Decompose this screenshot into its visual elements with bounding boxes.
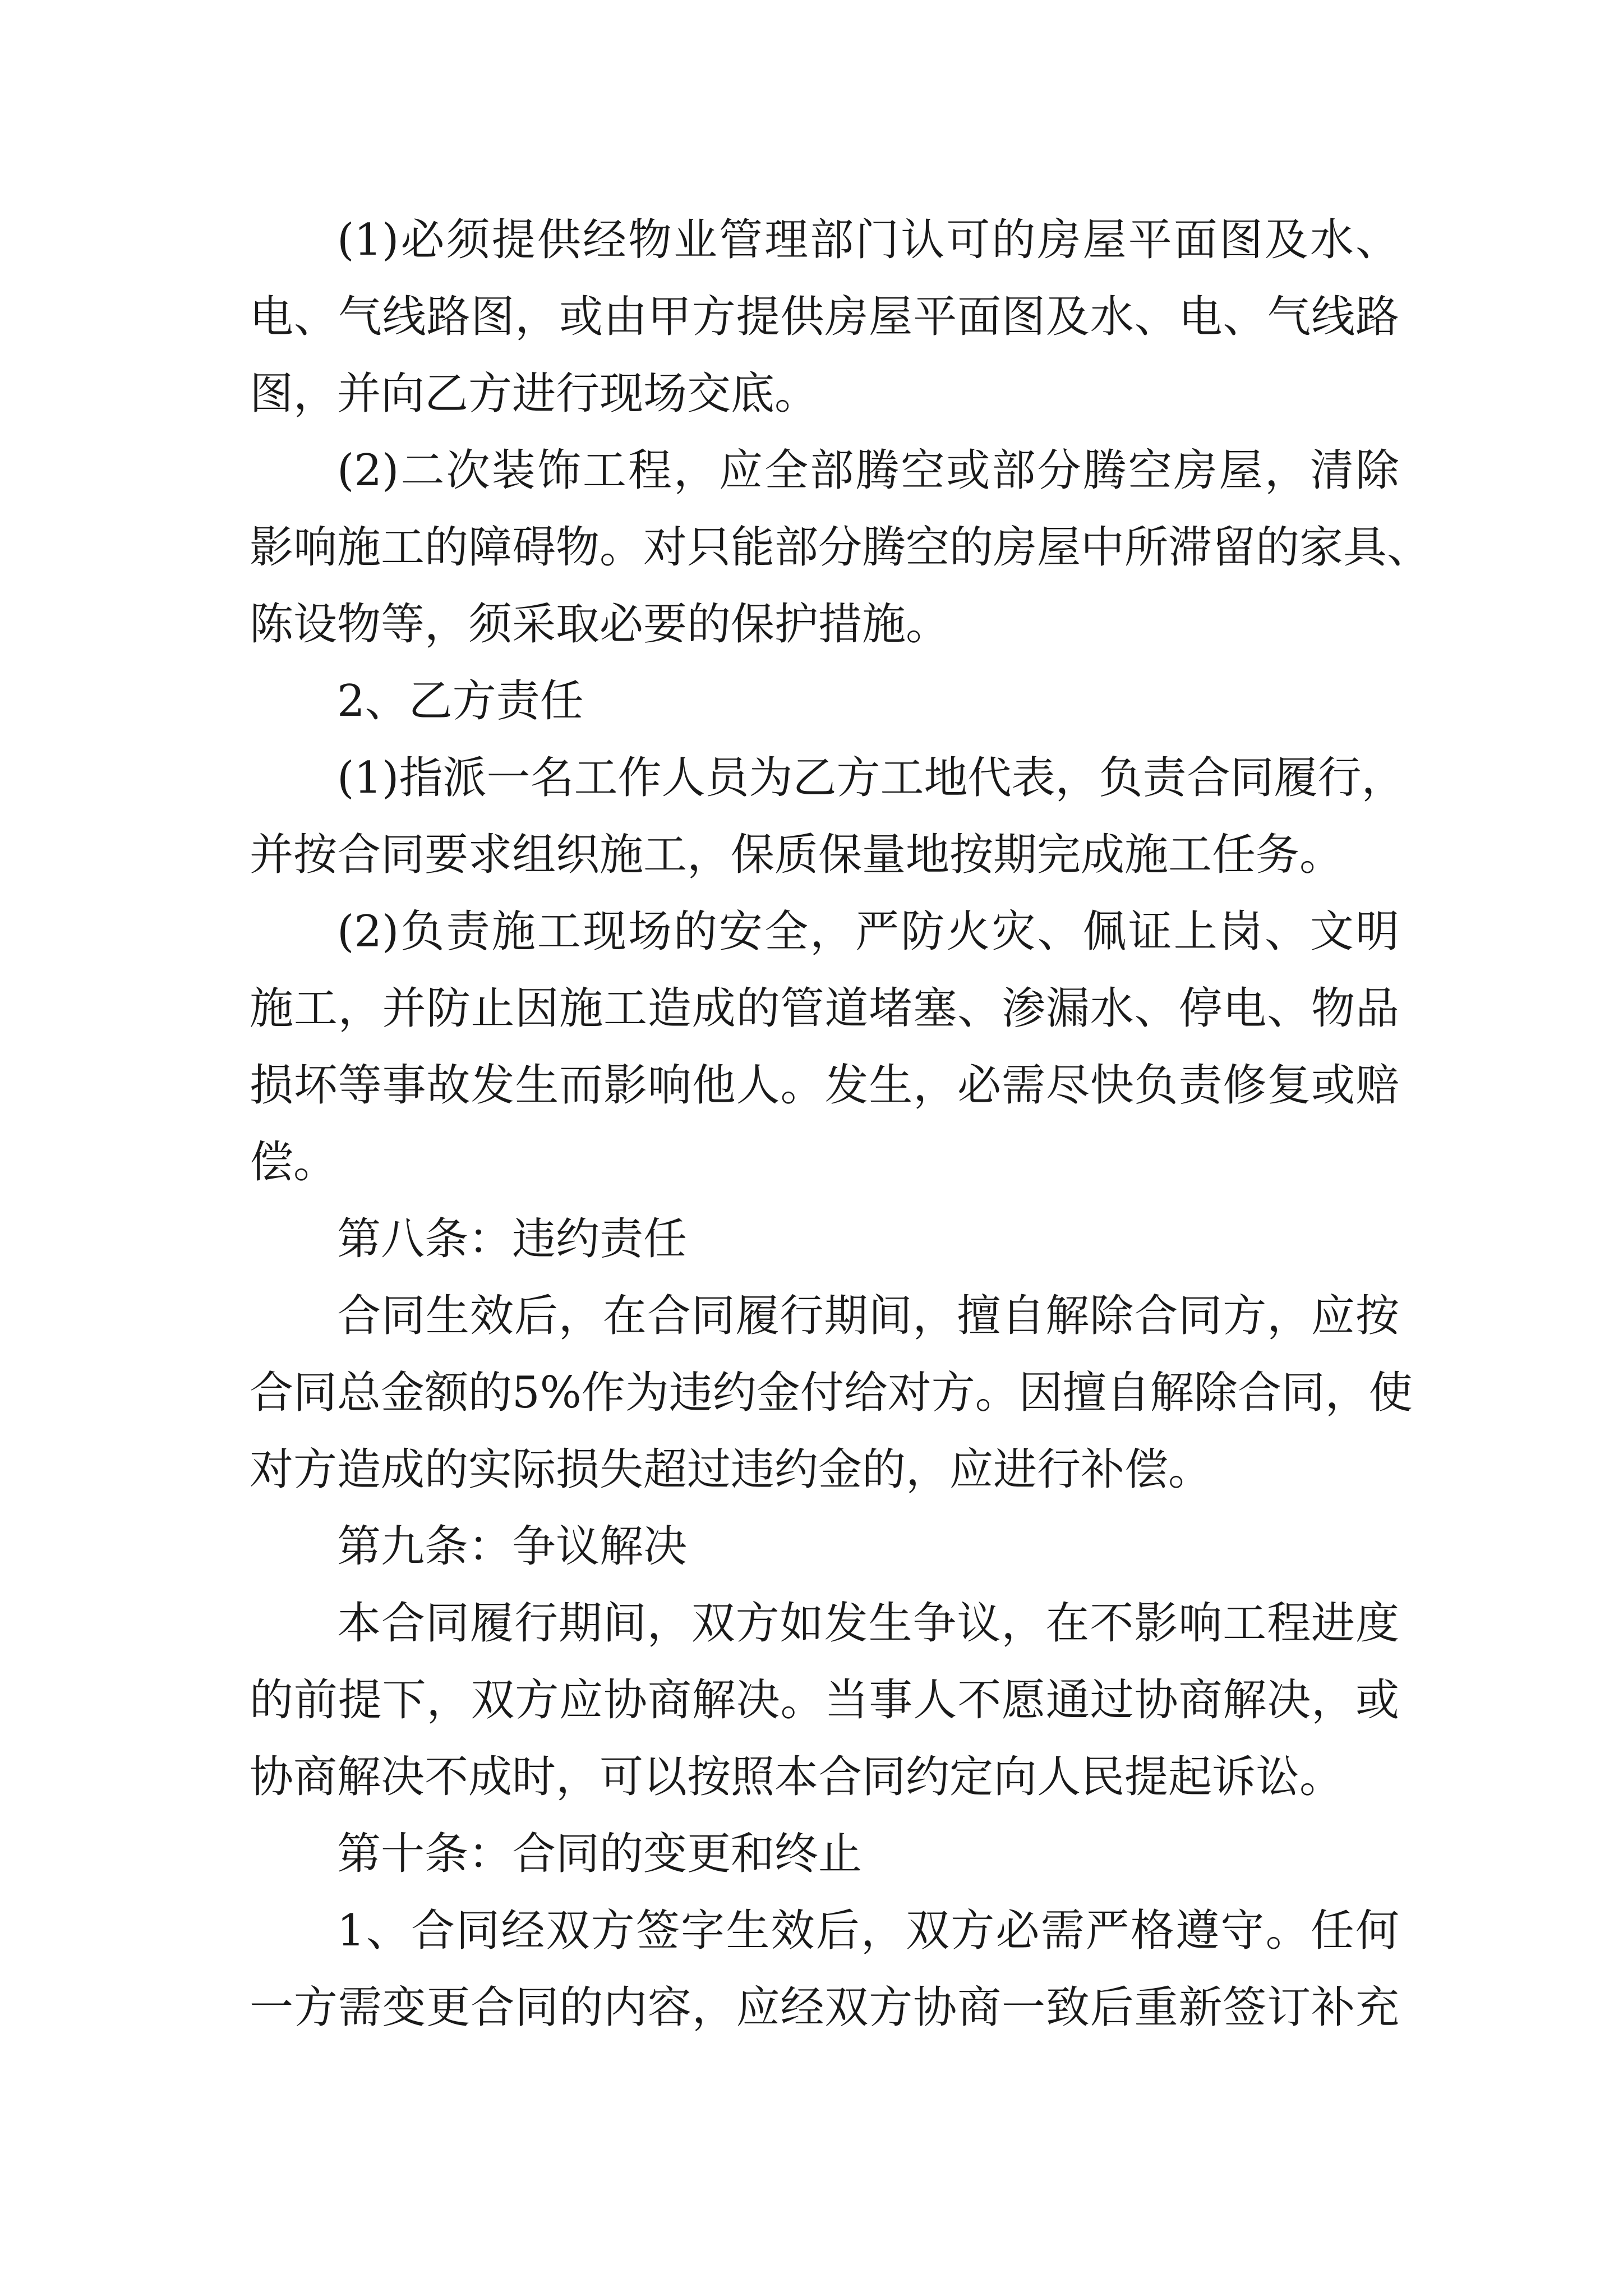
text-line: 的前提下，双方应协商解决。当事人不愿通过协商解决，或 <box>250 1675 1399 1726</box>
text-line: (1)必须提供经物业管理部门认可的房屋平面图及水、 <box>337 215 1399 265</box>
section-heading: 2、乙方责任 <box>337 676 584 726</box>
text-line: 并按合同要求组织施工，保质保量地按期完成施工任务。 <box>250 830 1344 880</box>
document-body <box>250 202 1431 2046</box>
text-line: 影响施工的障碍物。对只能部分腾空的房屋中所滞留的家具、 <box>250 522 1431 573</box>
text-line: 施工，并防止因施工造成的管道堵塞、渗漏水、停电、物品 <box>250 983 1399 1034</box>
text-line: 图，并向乙方进行现场交底。 <box>250 369 819 419</box>
text-line: 合同生效后，在合同履行期间，擅自解除合同方，应按 <box>337 1291 1399 1341</box>
text-line: 偿。 <box>250 1137 338 1188</box>
text-line: 本合同履行期间，双方如发生争议，在不影响工程进度 <box>337 1598 1399 1649</box>
article-heading: 第十条：合同的变更和终止 <box>337 1829 863 1879</box>
text-line: (2)负责施工现场的安全，严防火灾、佩证上岗、文明 <box>337 907 1399 957</box>
text-line: 协商解决不成时，可以按照本合同约定向人民提起诉讼。 <box>250 1752 1344 1802</box>
text-line: 合同总金额的5%作为违约金付给对方。因擅自解除合同，使 <box>250 1368 1413 1418</box>
text-line: 1、合同经双方签字生效后，双方必需严格遵守。任何 <box>337 1906 1399 1956</box>
text-line: 陈设物等，须采取必要的保护措施。 <box>250 599 950 650</box>
text-line: 一方需变更合同的内容，应经双方协商一致后重新签订补充 <box>250 1982 1399 2033</box>
text-line: 电、气线路图，或由甲方提供房屋平面图及水、电、气线路 <box>250 292 1399 342</box>
article-heading: 第八条：违约责任 <box>337 1214 688 1264</box>
article-heading: 第九条：争议解决 <box>337 1521 688 1572</box>
text-line: 损坏等事故发生而影响他人。发生，必需尽快负责修复或赔 <box>250 1060 1399 1111</box>
text-line: (1)指派一名工作人员为乙方工地代表，负责合同履行， <box>337 753 1405 803</box>
text-line: 对方造成的实际损失超过违约金的，应进行补偿。 <box>250 1444 1212 1495</box>
text-line: (2)二次装饰工程，应全部腾空或部分腾空房屋，清除 <box>337 445 1399 496</box>
